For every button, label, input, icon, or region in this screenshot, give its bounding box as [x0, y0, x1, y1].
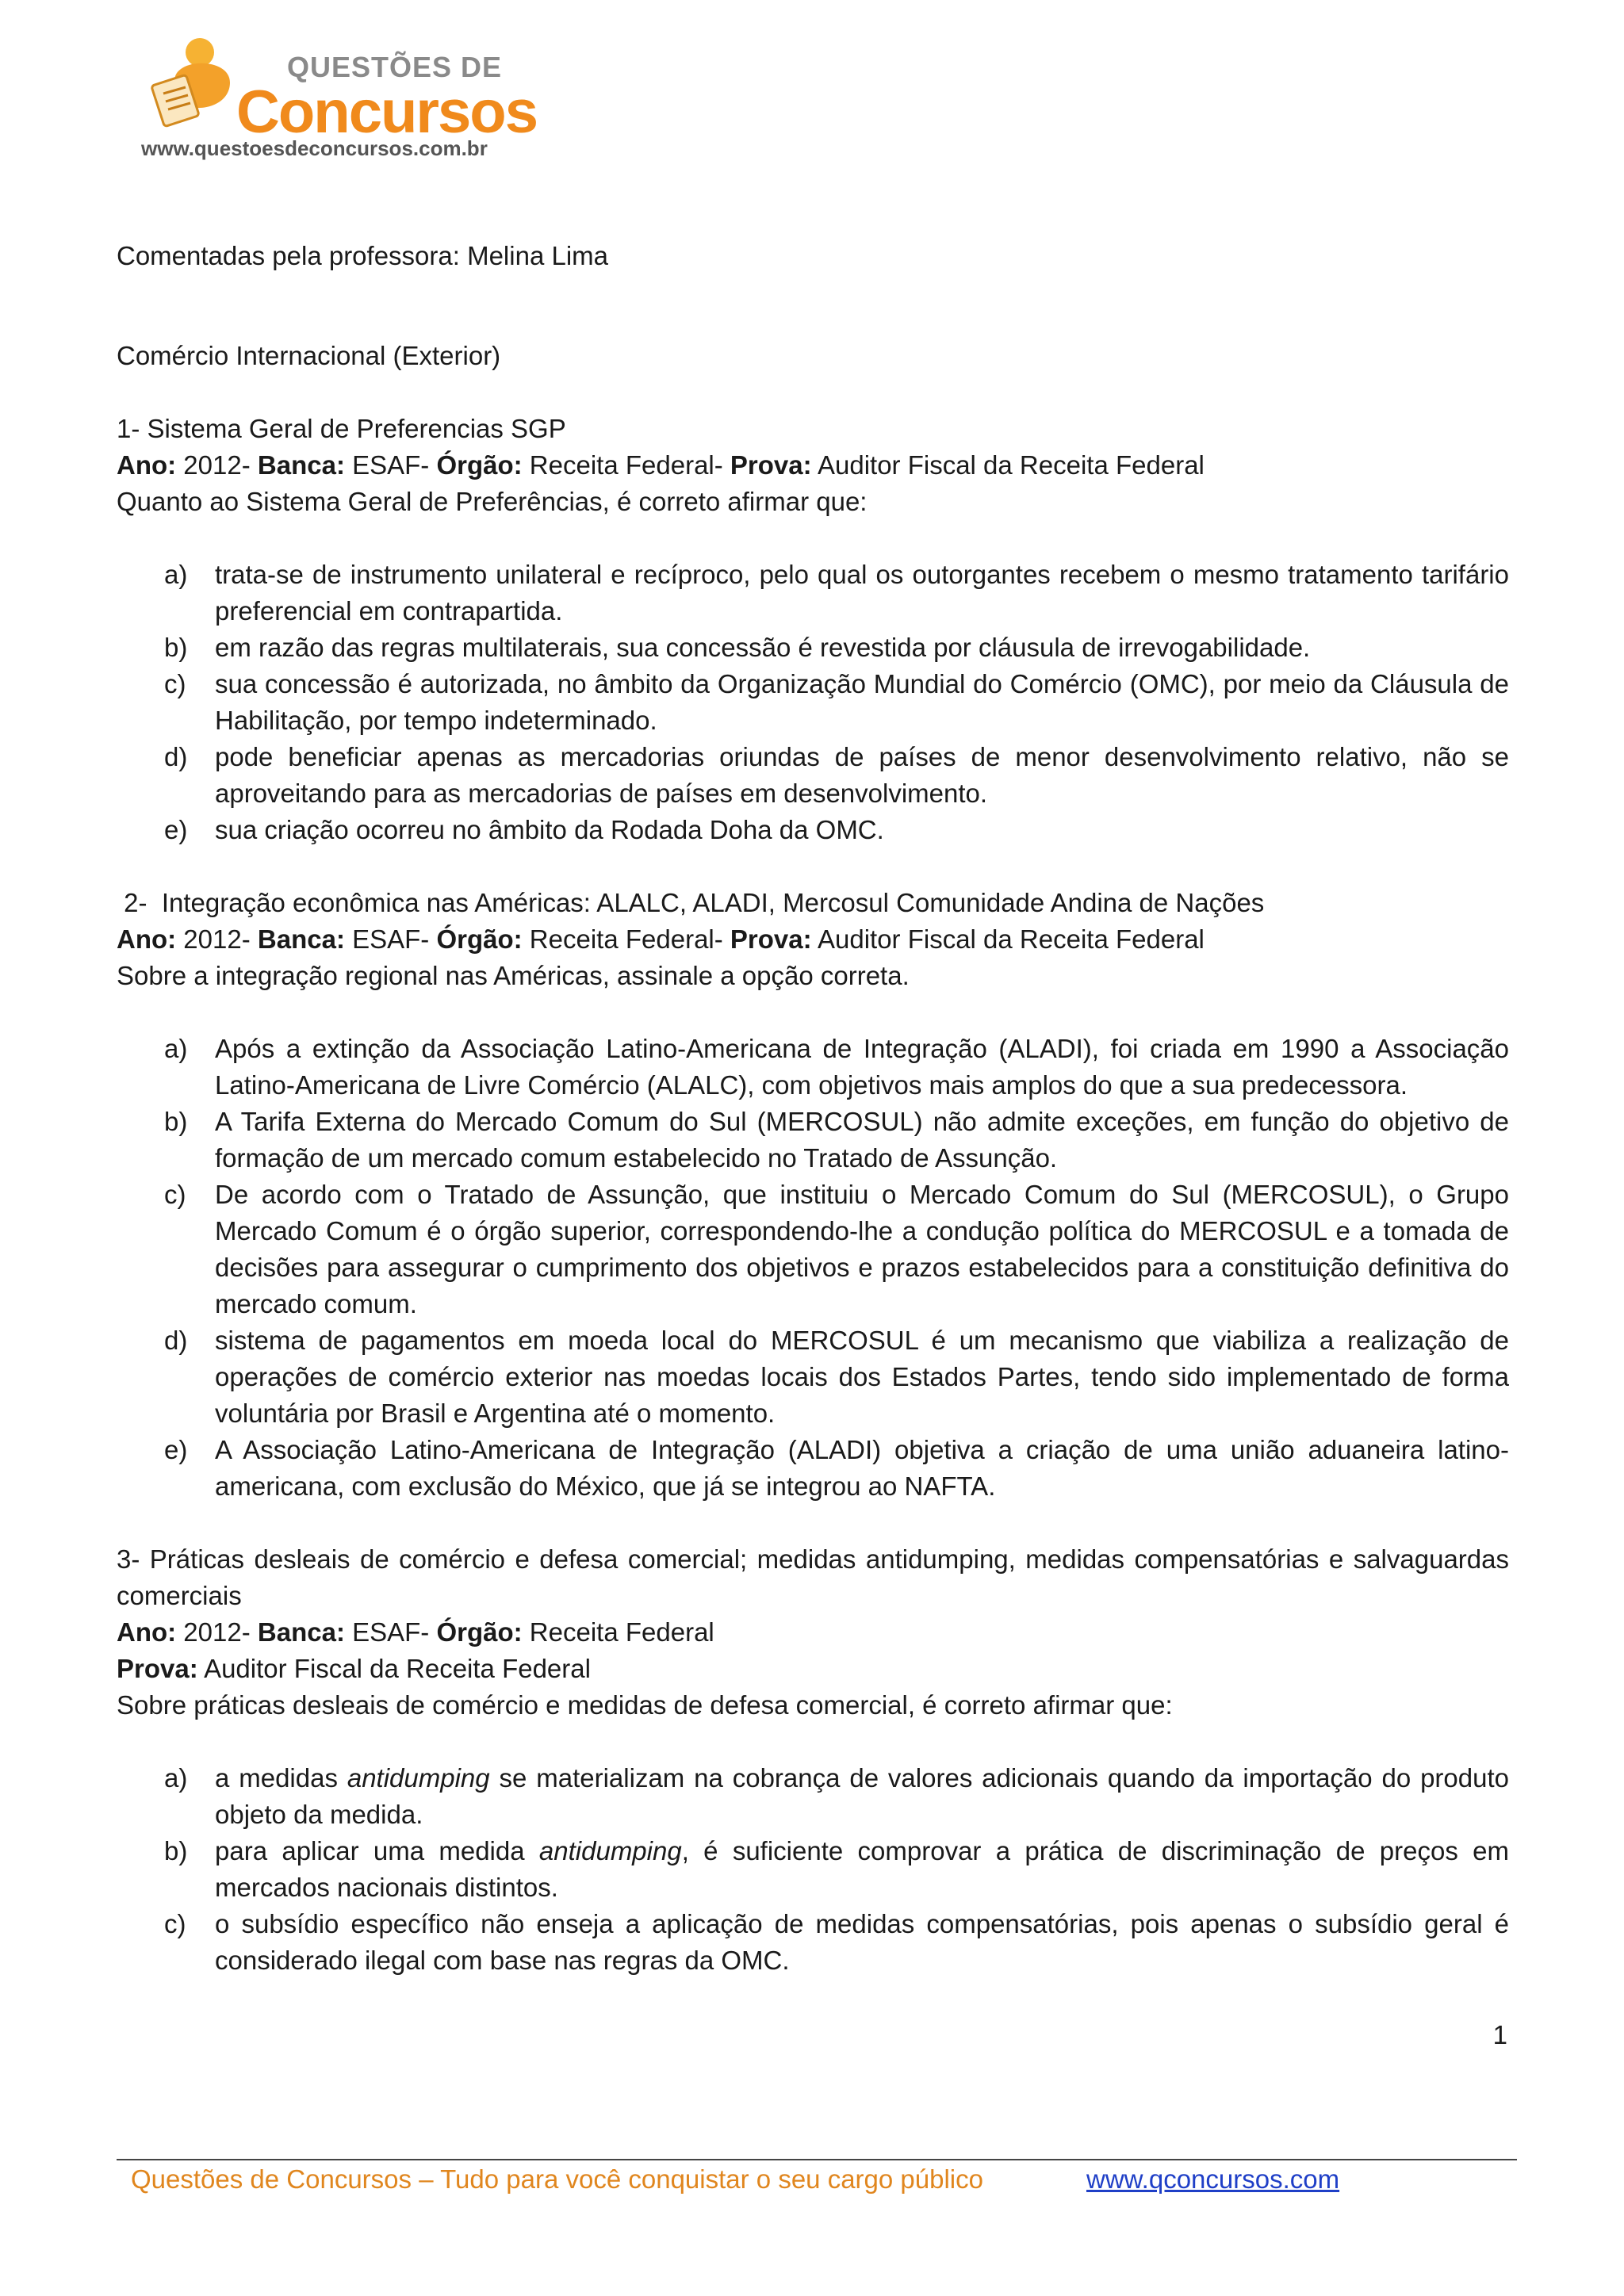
option-text: , é suficiente comprovar a prática de discriminação de preços em mercados nacionais distintos.	[215, 1836, 1509, 1902]
option-marker: a)	[164, 560, 188, 589]
question-stem: Sobre a integração regional nas Américas, assinale a opção correta.	[117, 961, 910, 990]
question-stem: Sobre práticas desleais de comércio e medidas de defesa comercial, é correto afirmar que:	[117, 1690, 1173, 1720]
question-2	[117, 885, 1509, 1505]
option-text: A Tarifa Externa do Mercado Comum do Sul (MERCOSUL) não admite exceções, em função do objetivo de formação de um mercado comum estabelecido no Tratado de Assunção.	[215, 1107, 1509, 1173]
option-text: para aplicar uma medida	[215, 1836, 539, 1866]
banca-label: Banca:	[257, 924, 345, 954]
ano-label: Ano:	[117, 450, 177, 480]
subject-heading: Comércio Internacional (Exterior)	[117, 341, 501, 370]
question-title: 3- Práticas desleais de comércio e defesa comercial; medidas antidumping, medidas compensatórias e salvaguardas comerciais	[117, 1544, 1509, 1610]
option-d	[117, 1322, 1509, 1432]
option-text: trata-se de instrumento unilateral e recíproco, pelo qual os outorgantes recebem o mesmo tratamento tarifário preferencial em contrapartida.	[215, 560, 1509, 626]
option-c	[117, 666, 1509, 739]
ano-value: 2012-	[176, 1617, 258, 1647]
option-marker: a)	[164, 1034, 188, 1063]
orgao-label: Órgão:	[436, 1617, 523, 1647]
option-marker: c)	[164, 669, 186, 698]
banca-value: ESAF-	[344, 924, 437, 954]
ano-label: Ano:	[117, 924, 177, 954]
logo-top-text: QUESTÕES DE	[287, 51, 503, 83]
option-b	[117, 629, 1509, 666]
banca-label: Banca:	[257, 450, 345, 480]
option-text: Após a extinção da Associação Latino-Americana de Integração (ALADI), foi criada em 1990 a Associação Latino-Americana de Livre Comércio (ALALC), com objetivos mais amplos do que a sua predecessora.	[215, 1034, 1509, 1100]
option-text: sua criação ocorreu no âmbito da Rodada Doha da OMC.	[215, 815, 884, 844]
ano-value: 2012-	[176, 450, 258, 480]
question-3	[117, 1541, 1509, 1979]
option-text-italic: antidumping	[538, 1836, 682, 1866]
banca-value: ESAF-	[344, 450, 437, 480]
option-marker: e)	[164, 1435, 188, 1464]
answer-options	[117, 557, 1509, 848]
option-c	[117, 1177, 1509, 1322]
footer-slogan: Questões de Concursos – Tudo para você conquistar o seu cargo público	[131, 2164, 983, 2194]
option-text: pode beneficiar apenas as mercadorias oriundas de países de menor desenvolvimento relativo, não se aproveitando para as mercadorias de países em desenvolvimento.	[215, 742, 1509, 808]
prova-value: Auditor Fiscal da Receita Federal	[197, 1654, 591, 1683]
logo-url: www.questoesdeconcursos.com.br	[141, 136, 488, 160]
option-marker: d)	[164, 742, 188, 771]
commented-by: Comentadas pela professora: Melina Lima	[117, 241, 608, 270]
orgao-value: Receita Federal-	[522, 450, 730, 480]
prova-label: Prova:	[730, 450, 812, 480]
option-marker: c)	[164, 1180, 186, 1209]
ano-value: 2012-	[176, 924, 258, 954]
option-marker: b)	[164, 1836, 188, 1866]
footer-divider	[117, 2159, 1517, 2160]
option-marker: b)	[164, 1107, 188, 1136]
banca-value: ESAF-	[344, 1617, 437, 1647]
option-text: a medidas	[215, 1763, 347, 1793]
option-a	[117, 557, 1509, 629]
option-text: sistema de pagamentos em moeda local do MERCOSUL é um mecanismo que viabiliza a realização de operações de comércio exterior nas moedas locais dos Estados Partes, tendo sido implementado de forma voluntária por Brasil e Argentina até o momento.	[215, 1326, 1509, 1428]
prova-label: Prova:	[117, 1654, 198, 1683]
prova-value: Auditor Fiscal da Receita Federal	[811, 924, 1205, 954]
logo-emblem-icon	[135, 33, 246, 136]
option-marker: d)	[164, 1326, 188, 1355]
question-1	[117, 411, 1509, 848]
option-marker: a)	[164, 1763, 188, 1793]
option-c	[117, 1906, 1509, 1979]
option-b	[117, 1833, 1509, 1906]
option-text: A Associação Latino-Americana de Integração (ALADI) objetiva a criação de uma união aduaneira latino-americana, com exclusão do México, que já se integrou ao NAFTA.	[215, 1435, 1509, 1501]
question-stem: Quanto ao Sistema Geral de Preferências, é correto afirmar que:	[117, 487, 868, 516]
option-text: se materializam na cobrança de valores adicionais quando da importação do produto objeto da medida.	[215, 1763, 1509, 1829]
orgao-value: Receita Federal	[522, 1617, 714, 1647]
banca-label: Banca:	[257, 1617, 345, 1647]
option-text-italic: antidumping	[347, 1763, 490, 1793]
orgao-label: Órgão:	[436, 450, 523, 480]
prova-value: Auditor Fiscal da Receita Federal	[811, 450, 1205, 480]
option-a	[117, 1031, 1509, 1104]
ano-label: Ano:	[117, 1617, 177, 1647]
option-marker: c)	[164, 1909, 186, 1938]
option-e	[117, 1432, 1509, 1505]
option-e	[117, 812, 1509, 848]
option-text: De acordo com o Tratado de Assunção, que instituiu o Mercado Comum do Sul (MERCOSUL), o Grupo Mercado Comum é o órgão superior, correspondendo-lhe a condução política do MERCOSUL e a tomada de decisões para assegurar o cumprimento dos objetivos e prazos estabelecidos para a constituição definitiva do mercado comum.	[215, 1180, 1509, 1318]
option-text: sua concessão é autorizada, no âmbito da Organização Mundial do Comércio (OMC), por meio da Cláusula de Habilitação, por tempo indeterminado.	[215, 669, 1509, 735]
footer-link[interactable]: www.qconcursos.com	[1086, 2164, 1340, 2194]
option-d	[117, 739, 1509, 812]
option-text: o subsídio específico não enseja a aplicação de medidas compensatórias, pois apenas o subsídio geral é considerado ilegal com base nas regras da OMC.	[215, 1909, 1509, 1975]
logo-wordmark: Concursos	[236, 78, 537, 146]
option-text: em razão das regras multilaterais, sua concessão é revestida por cláusula de irrevogabilidade.	[215, 633, 1311, 662]
orgao-label: Órgão:	[436, 924, 523, 954]
document-body	[117, 238, 1509, 1979]
question-title: 2- Integração econômica nas Américas: ALALC, ALADI, Mercosul Comunidade Andina de Nações	[117, 888, 1265, 917]
question-title: 1- Sistema Geral de Preferencias SGP	[117, 414, 566, 443]
option-b	[117, 1104, 1509, 1177]
option-marker: b)	[164, 633, 188, 662]
prova-label: Prova:	[730, 924, 812, 954]
answer-options	[117, 1031, 1509, 1505]
question-meta-prova	[117, 1651, 1509, 1687]
question-meta	[117, 447, 1509, 484]
option-a	[117, 1760, 1509, 1833]
site-logo	[135, 33, 537, 168]
answer-options	[117, 1760, 1509, 1979]
question-meta	[117, 921, 1509, 958]
orgao-value: Receita Federal-	[522, 924, 730, 954]
question-meta	[117, 1614, 1509, 1651]
page-number: 1	[1492, 2020, 1507, 2049]
option-marker: e)	[164, 815, 188, 844]
